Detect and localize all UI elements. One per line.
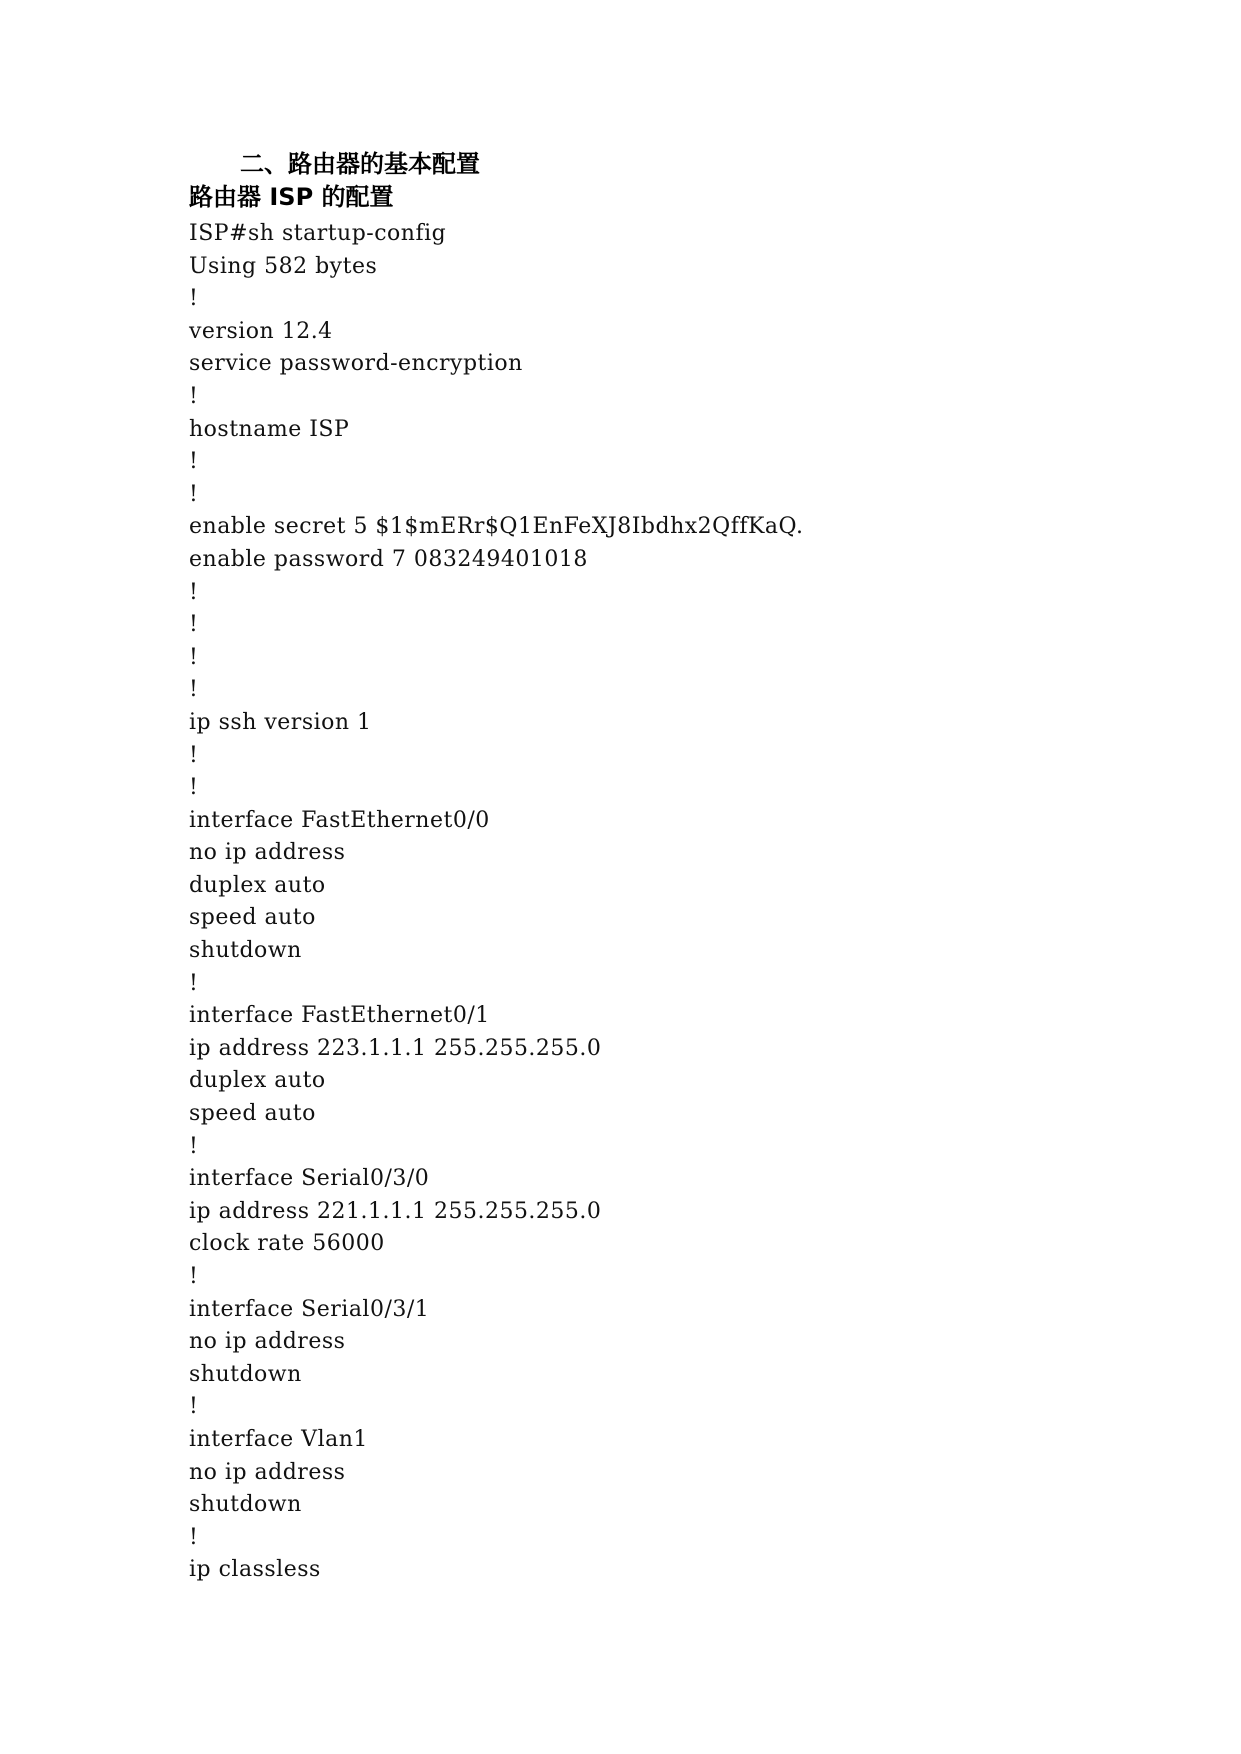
config-line: ip ssh version 1 <box>189 709 372 735</box>
config-line: hostname ISP <box>189 416 350 442</box>
sub-heading: 路由器 ISP 的配置 <box>189 183 394 211</box>
config-line: duplex auto <box>189 872 326 898</box>
section-heading: 二、路由器的基本配置 <box>240 150 480 178</box>
config-line: clock rate 56000 <box>189 1231 385 1257</box>
config-line: duplex auto <box>189 1068 326 1094</box>
config-line: ! <box>189 775 199 801</box>
config-line: ISP#sh startup-config <box>189 221 447 246</box>
config-line: ip address 223.1.1.1 255.255.255.0 <box>189 1035 602 1061</box>
config-line: ! <box>189 612 199 638</box>
config-line: ! <box>189 644 199 670</box>
config-line: shutdown <box>189 1492 302 1518</box>
config-line: ! <box>189 677 199 703</box>
config-line: ip classless <box>189 1557 321 1583</box>
config-line: ! <box>189 1264 199 1289</box>
config-line: ! <box>189 449 199 475</box>
config-line: interface Serial0/3/1 <box>189 1296 430 1322</box>
config-line: ! <box>189 481 199 507</box>
config-line: ! <box>189 579 199 605</box>
config-line: no ip address <box>189 840 346 866</box>
config-line: shutdown <box>189 938 302 964</box>
config-line: no ip address <box>189 1459 346 1485</box>
config-line: shutdown <box>189 1361 302 1387</box>
config-line: speed auto <box>189 1101 316 1127</box>
config-line: version 12.4 <box>189 318 333 344</box>
config-line: ! <box>189 383 199 409</box>
config-line: enable secret 5 $1$mERr$Q1EnFeXJ8Ibdhx2QffKaQ. <box>189 514 804 540</box>
config-line: Using 582 bytes <box>189 253 378 279</box>
config-line: ! <box>189 286 199 312</box>
config-line: interface FastEthernet0/0 <box>189 807 490 833</box>
config-line: ! <box>189 1133 199 1159</box>
config-listing <box>189 218 803 1587</box>
config-line: enable password 7 083249401018 <box>189 546 588 572</box>
config-line: interface Vlan1 <box>189 1426 368 1452</box>
config-line: ip address 221.1.1.1 255.255.255.0 <box>189 1198 602 1224</box>
config-line: interface Serial0/3/0 <box>189 1166 430 1192</box>
config-line: speed auto <box>189 905 316 931</box>
config-line: no ip address <box>189 1329 346 1355</box>
config-line: ! <box>189 1524 199 1550</box>
config-line: ! <box>189 1394 199 1420</box>
config-line: service password-encryption <box>189 351 523 377</box>
config-line: interface FastEthernet0/1 <box>189 1003 490 1029</box>
config-line: ! <box>189 742 199 768</box>
config-line: ! <box>189 970 199 996</box>
